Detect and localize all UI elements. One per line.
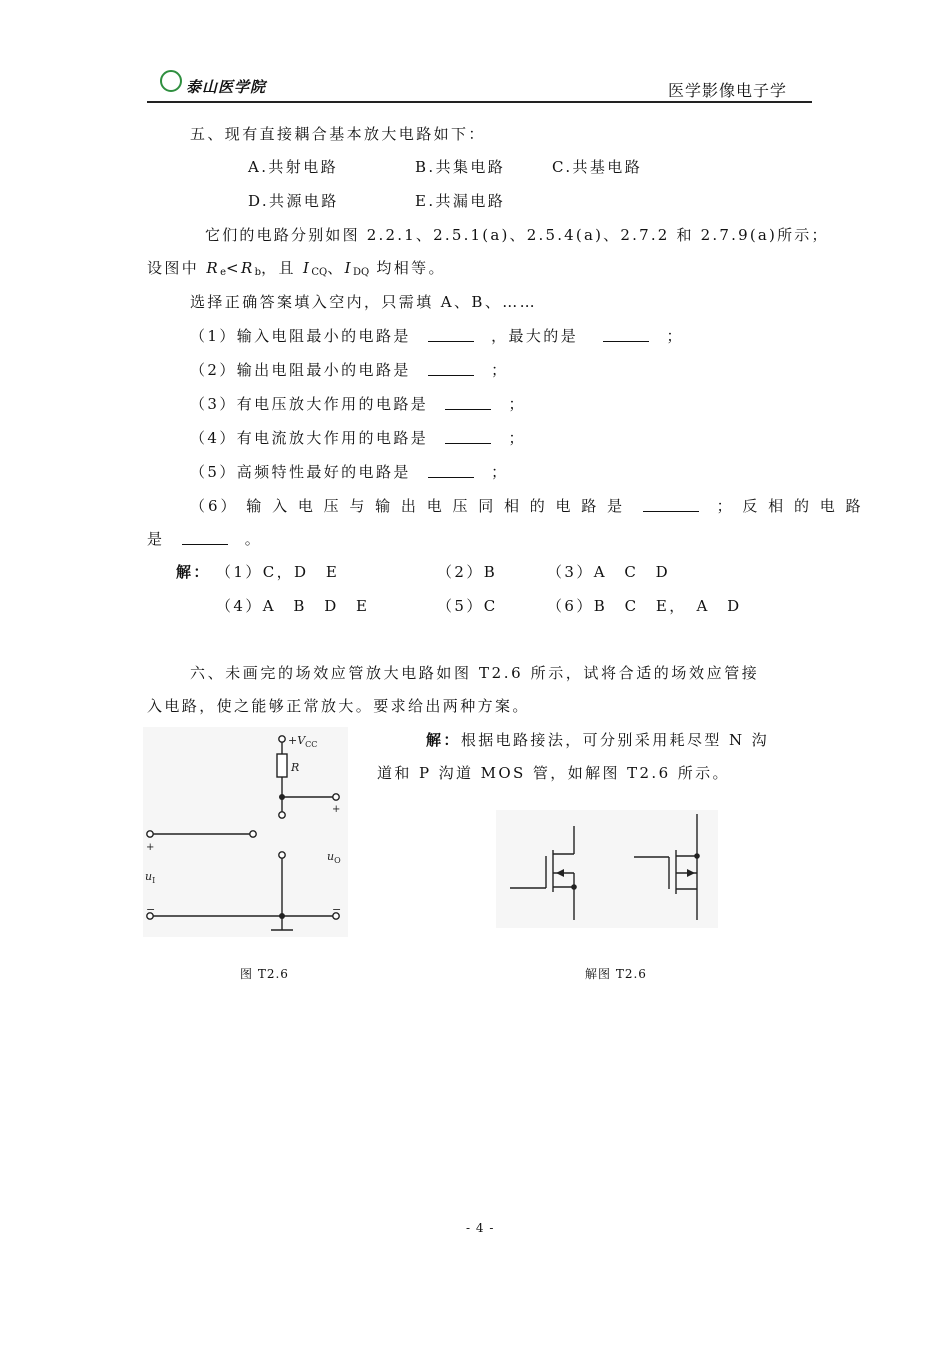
school-name: 泰山医学院	[186, 78, 267, 96]
question-item-2: （2）输出电阻最小的电路是 ；	[190, 361, 509, 379]
question-item-4: （4）有电流放大作用的电路是 ；	[190, 429, 526, 447]
course-title: 医学影像电子学	[668, 81, 788, 100]
figure-caption-left: 图 T2.6	[240, 967, 289, 981]
q6-line1: 六、未画完的场效应管放大电路如图 T2.6 所示，试将合适的场效应管接	[190, 664, 760, 682]
answer-blank-1b[interactable]	[603, 340, 649, 342]
answer-blank-6b[interactable]	[182, 543, 228, 545]
output-plus-label: +	[332, 804, 341, 815]
resistor-label: R	[291, 761, 300, 774]
answer-blank-4[interactable]	[445, 442, 491, 444]
option-a: A.共射电路	[248, 158, 339, 176]
question-item-6-cont: 是 。	[147, 530, 263, 548]
circuit-figure-t2-6	[143, 727, 348, 937]
figure-caption-right: 解图 T2.6	[585, 967, 647, 981]
option-c: C.共基电路	[552, 158, 643, 176]
answer-blank-3[interactable]	[445, 408, 491, 410]
input-voltage-label: $u_I$	[145, 870, 156, 885]
q6-line2: 入电路，使之能够正常放大。要求给出两种方案。	[147, 697, 530, 715]
answer-blank-6a[interactable]	[643, 510, 699, 512]
page-number: - 4 -	[466, 1221, 495, 1235]
solution-mosfet-figure	[496, 810, 718, 928]
school-logo	[160, 70, 182, 92]
output-minus-label: −	[332, 903, 342, 916]
input-plus-label: +	[146, 842, 155, 853]
q6-solution: 解：根据电路接法，可分别采用耗尽型 N 沟	[426, 731, 770, 749]
answer-blank-5[interactable]	[428, 476, 474, 478]
output-voltage-label: $u_O$	[327, 850, 341, 865]
option-d: D.共源电路	[248, 192, 339, 210]
solution-6: （6）B C E， A D	[547, 597, 742, 615]
solution-3: （3）A C D	[547, 563, 671, 581]
question-item-1: （1）输入电阻最小的电路是 ，最大的是 ；	[190, 327, 684, 345]
q5-instruction: 选择正确答案填入空内，只需填 A、B、……	[190, 293, 538, 311]
question-item-5: （5）高频特性最好的电路是 ；	[190, 463, 509, 481]
q5-description-line1: 它们的电路分别如图 2.2.1、2.5.1(a)、2.5.4(a)、2.7.2 和 2.7.9(a)所示；	[205, 226, 829, 244]
solution-4: （4）A B D E	[216, 597, 370, 615]
option-b: B.共集电路	[415, 158, 506, 176]
answer-blank-2[interactable]	[428, 374, 474, 376]
solution-5: （5）C	[437, 597, 498, 615]
option-e: E.共漏电路	[415, 192, 506, 210]
q5-intro: 五、现有直接耦合基本放大电路如下：	[190, 125, 486, 143]
answer-blank-1a[interactable]	[428, 340, 474, 342]
header-rule	[147, 101, 812, 103]
vcc-label: $+V_{CC}$	[288, 734, 318, 749]
q5-solution-label: 解：	[176, 563, 211, 581]
q5-description-line2: 设图中 $R_e<R_b$，且 $I_{CQ}$、$I_{DQ}$ 均相等。	[147, 259, 446, 278]
solution-2: （2）B	[437, 563, 498, 581]
question-item-3: （3）有电压放大作用的电路是 ；	[190, 395, 526, 413]
q6-solution-line2: 道和 P 沟道 MOS 管，如解图 T2.6 所示。	[377, 764, 730, 782]
solution-1: （1）C，D E	[216, 563, 340, 581]
input-minus-label: −	[146, 903, 156, 916]
question-item-6: （6） 输 入 电 压 与 输 出 电 压 同 相 的 电 路 是 ； 反 相 的 电 路	[190, 497, 864, 515]
